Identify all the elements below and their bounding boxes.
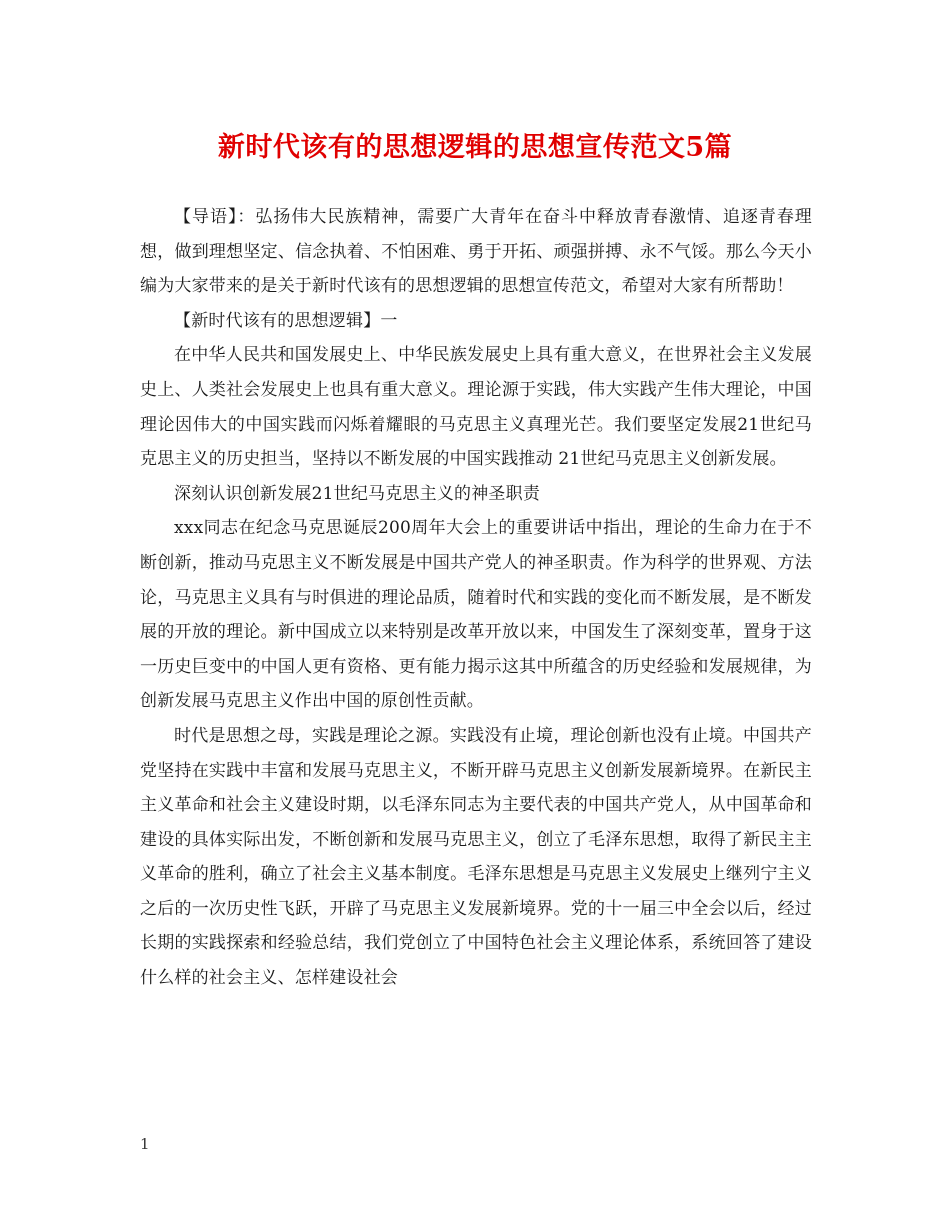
- body-paragraph: 时代是思想之母，实践是理论之源。实践没有止境，理论创新也没有止境。中国共产党坚持在实践中丰富和发展马克思主义，不断开辟马克思主义创新发展新境界。在新民主主义革命和社会主义建设时期，以毛泽东同志为主要代表的中国共产党人，从中国革命和建设的具体实际出发，不断创新和发展马克思主义，创立了毛泽东思想，取得了新民主主义革命的胜利，确立了社会主义基本制度。毛泽东思想是马克思主义发展史上继列宁主义之后的一次历史性飞跃，开辟了马克思主义发展新境界。党的十一届三中全会以后，经过长期的实践探索和经验总结，我们党创立了中国特色社会主义理论体系，系统回答了建设什么样的社会主义、怎样建设社会: [140, 725, 812, 989]
- document-body: [140, 200, 812, 996]
- intro-paragraph: 【导语】：弘扬伟大民族精神，需要广大青年在奋斗中释放青春激情、追逐青春理想，做到理想坚定、信念执着、不怕困难、勇于开拓、顽强拼搏、永不气馁。那么今天小编为大家带来的是关于新时代该有的思想逻辑的思想宣传范文，希望对大家有所帮助！: [140, 207, 812, 297]
- page-number: 1: [140, 1135, 150, 1153]
- body-paragraph: 在中华人民共和国发展史上、中华民族发展史上具有重大意义，在世界社会主义发展史上、人类社会发展史上也具有重大意义。理论源于实践，伟大实践产生伟大理论，中国理论因伟大的中国实践而闪烁着耀眼的马克思主义真理光芒。我们要坚定发展21世纪马克思主义的历史担当，坚持以不断发展的中国实践推动 21世纪马克思主义创新发展。: [140, 345, 812, 470]
- section-heading: 【新时代该有的思想逻辑】一: [174, 310, 398, 331]
- document-title: 新时代该有的思想逻辑的思想宣传范文5篇: [217, 132, 733, 163]
- subheading-paragraph: 深刻认识创新发展21世纪马克思主义的神圣职责: [174, 483, 541, 504]
- body-paragraph: xxx同志在纪念马克思诞辰200周年大会上的重要讲话中指出，理论的生命力在于不断创新，推动马克思主义不断发展是中国共产党人的神圣职责。作为科学的世界观、方法论，马克思主义具有与时俱进的理论品质，随着时代和实践的变化而不断发展，是不断发展的开放的理论。新中国成立以来特别是改革开放以来，中国发生了深刻变革，置身于这一历史巨变中的中国人更有资格、更有能力揭示这其中所蕴含的历史经验和发展规律，为创新发展马克思主义作出中国的原创性贡献。: [140, 518, 812, 712]
